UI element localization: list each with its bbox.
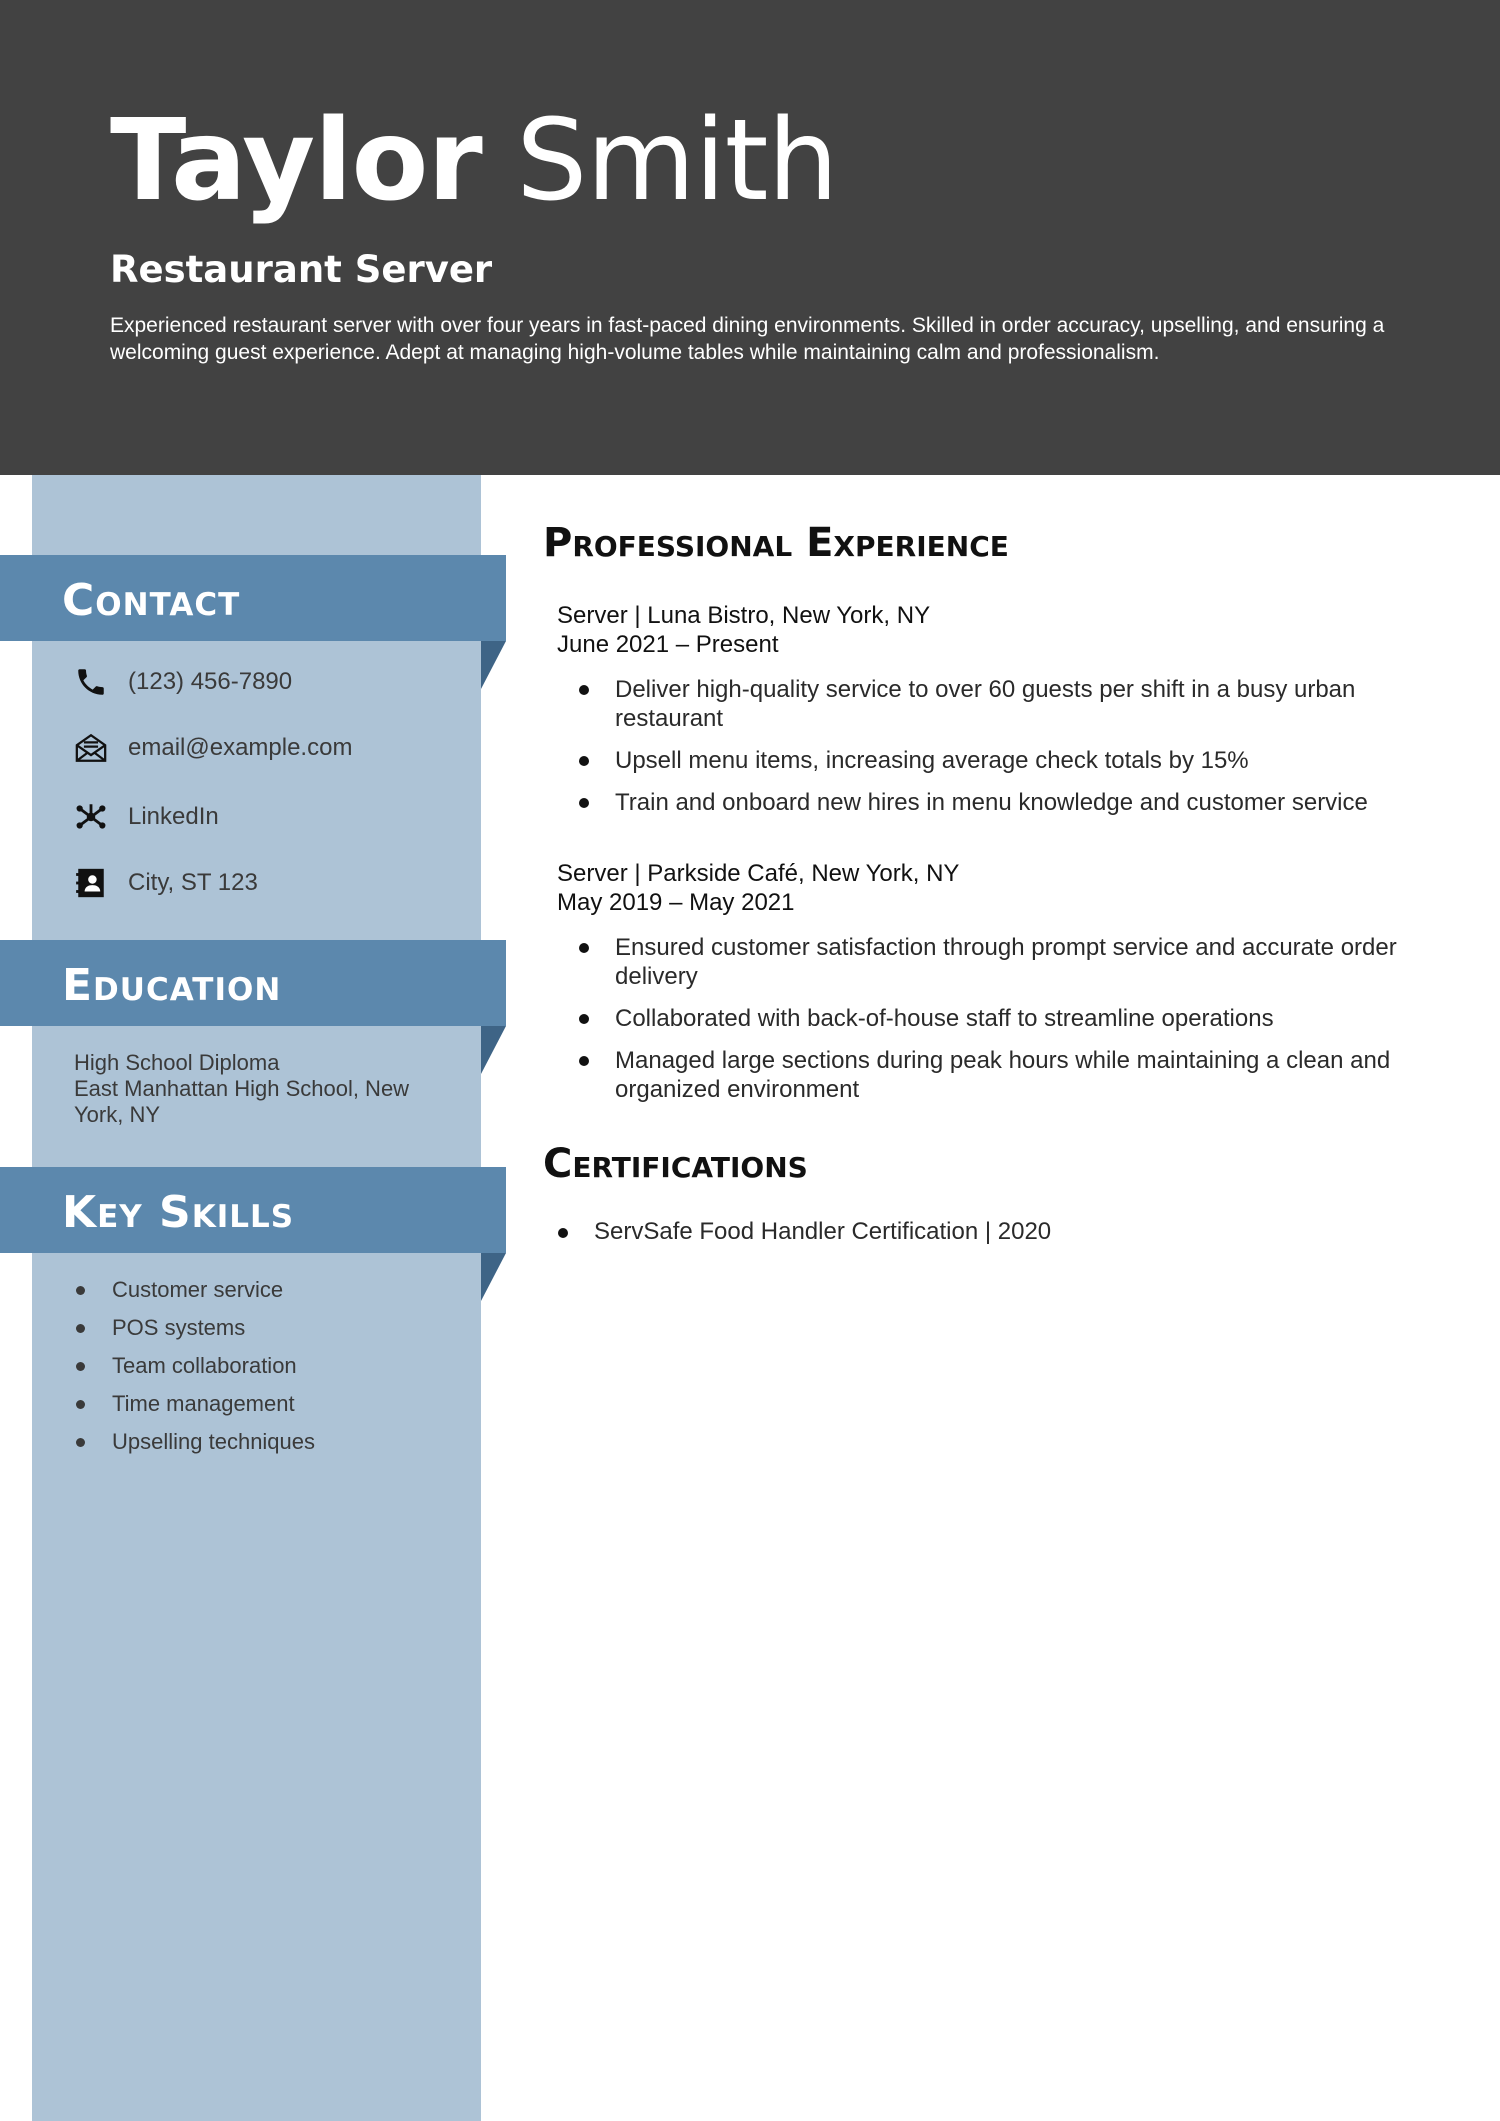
contact-email-text: email@example.com — [128, 734, 353, 761]
skill-item: Upselling techniques — [74, 1427, 315, 1465]
job-1-dates: June 2021 – Present — [557, 631, 779, 658]
address-book-icon — [72, 864, 110, 902]
job-1-bullet: Upsell menu items, increasing average check totals by 15% — [557, 746, 1427, 775]
education-heading: Education — [62, 960, 282, 1011]
contact-phone-text: (123) 456-7890 — [128, 668, 293, 695]
job-2-bullets — [557, 933, 1427, 1117]
job-2-bullet: Ensured customer satisfaction through prompt service and accurate order delivery — [557, 933, 1427, 991]
contact-location — [72, 863, 258, 903]
certifications-heading: Certifications — [543, 1141, 808, 1187]
contact-heading-band — [0, 555, 506, 641]
job-1-bullets — [557, 675, 1427, 830]
phone-icon — [72, 663, 110, 701]
skills-band-fold — [481, 1253, 506, 1301]
job-1-bullet: Train and onboard new hires in menu knowledge and customer service — [557, 788, 1427, 817]
job-2-header: Server | Parkside Café, New York, NY May 2019 – May 2021 — [557, 860, 960, 916]
education-degree: High School Diploma — [74, 1050, 280, 1075]
job-1-employer: Luna Bistro, New York, NY — [647, 602, 931, 629]
skill-item: Team collaboration — [74, 1351, 315, 1389]
skill-item: POS systems — [74, 1313, 315, 1351]
resume-header — [0, 0, 1500, 475]
candidate-name — [110, 96, 838, 226]
network-icon — [72, 798, 110, 836]
skills-heading: Key Skills — [62, 1187, 295, 1238]
education-school: East Manhattan High School, New York, NY — [74, 1076, 410, 1127]
contact-phone — [72, 662, 292, 702]
profile-summary: Experienced restaurant server with over four years in fast-paced dining environments. Skilled in order accuracy, upselling, and ensuring a welcoming guest experience. Adept at managing high-volume tables while maintaining calm and professionalism. — [110, 314, 1385, 364]
education-heading-band — [0, 940, 506, 1026]
skill-item: Customer service — [74, 1275, 315, 1313]
contact-linkedin-text[interactable]: LinkedIn — [128, 803, 219, 830]
contact-linkedin — [72, 797, 219, 837]
job-2-role: Server — [557, 860, 628, 887]
education-entry — [74, 1050, 434, 1128]
skills-list — [74, 1275, 315, 1465]
last-name: Smith — [516, 96, 838, 226]
mail-icon — [72, 729, 110, 767]
job-title: Restaurant Server — [110, 248, 493, 291]
experience-heading: Professional Experience — [543, 520, 1009, 566]
contact-email — [72, 728, 352, 768]
job-2-employer: Parkside Café, New York, NY — [647, 860, 960, 887]
education-band-fold — [481, 1026, 506, 1074]
certifications-list — [555, 1216, 1051, 1248]
job-2-bullet: Managed large sections during peak hours while maintaining a clean and organized environment — [557, 1046, 1427, 1104]
job-1-bullet: Deliver high-quality service to over 60 guests per shift in a busy urban restaurant — [557, 675, 1427, 733]
contact-location-text: City, ST 123 — [128, 869, 258, 896]
job-2-dates: May 2019 – May 2021 — [557, 889, 795, 916]
job-2-bullet: Collaborated with back-of-house staff to streamline operations — [557, 1004, 1427, 1033]
first-name: Taylor — [110, 96, 482, 226]
job-1-role: Server — [557, 602, 628, 629]
skill-item: Time management — [74, 1389, 315, 1427]
skills-heading-band — [0, 1167, 506, 1253]
contact-band-fold — [481, 641, 506, 689]
contact-heading: Contact — [62, 575, 241, 626]
job-1-header: Server | Luna Bistro, New York, NY June 2021 – Present — [557, 602, 931, 658]
certification-item: ServSafe Food Handler Certification | 2020 — [555, 1216, 1051, 1248]
